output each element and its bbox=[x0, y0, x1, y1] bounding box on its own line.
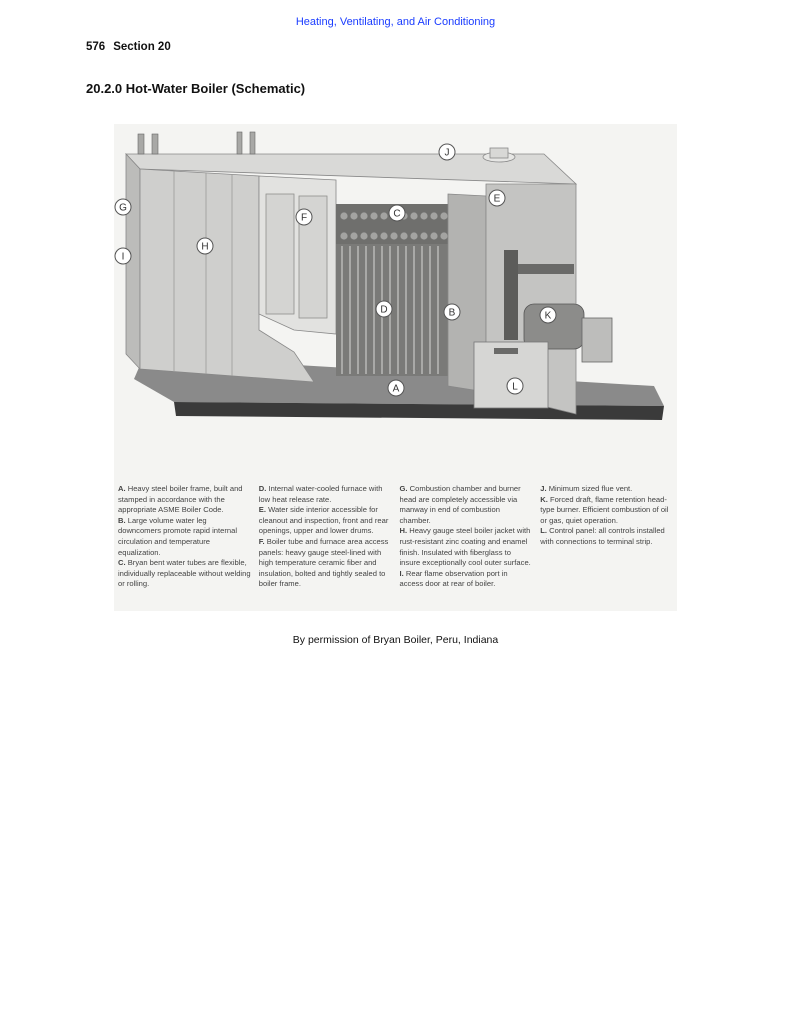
callout-label: K bbox=[544, 310, 552, 322]
legend-column bbox=[118, 484, 251, 610]
legend-item-h: H. Heavy gauge steel boiler jacket with rust-resistant zinc coating and enamel finish. Insulated with fiberglass to insure exceptionally cool outer surface. bbox=[399, 526, 531, 568]
flue-nozzle bbox=[490, 148, 508, 158]
callout-label: B bbox=[448, 307, 456, 319]
callout-label: F bbox=[300, 212, 308, 224]
callout-b bbox=[444, 304, 460, 320]
control-panel-plate bbox=[494, 348, 518, 354]
legend-item-c: C. Bryan bent water tubes are flexible, individually replaceable without welding or rolling. bbox=[118, 558, 251, 589]
running-head: Heating, Ventilating, and Air Conditioning bbox=[295, 16, 496, 28]
boiler-figure bbox=[114, 124, 677, 611]
figure-caption: By permission of Bryan Boiler, Peru, Indiana bbox=[292, 634, 499, 646]
legend-item-d: D. Internal water-cooled furnace with low heat release rate. bbox=[258, 484, 383, 504]
access-panel-door bbox=[266, 194, 294, 314]
callout-c bbox=[389, 205, 405, 221]
legend-item-k: K. Forced draft, flame retention head-type burner. Efficient combustion of oil or gas, quiet operation. bbox=[540, 494, 669, 525]
callout-l bbox=[507, 378, 523, 394]
legend-column bbox=[540, 484, 673, 610]
legend-item-b: B. Large volume water leg downcomers promote rapid internal circulation and temperature equalization. bbox=[118, 515, 238, 557]
callout-i bbox=[115, 248, 131, 264]
gas-train-piping bbox=[518, 264, 574, 274]
legend-item-e: E. Water side interior accessible for cleanout and inspection, front and rear openings, upper and lower drums. bbox=[258, 505, 389, 536]
legend-item-l: L. Control panel: all controls installed with connections to terminal strip. bbox=[540, 526, 665, 546]
callout-f bbox=[296, 209, 312, 225]
gas-train-piping bbox=[504, 250, 518, 340]
section-label: Section 20 bbox=[113, 41, 171, 53]
callout-label: D bbox=[380, 304, 388, 316]
callout-e bbox=[489, 190, 505, 206]
callout-label: C bbox=[393, 208, 401, 220]
legend-item-f: F. Boiler tube and furnace area access panels: heavy gauge steel-lined with high temperature ceramic fiber and insulation, bolted and tightly sealed to boiler frame. bbox=[258, 536, 389, 589]
callout-d bbox=[376, 301, 392, 317]
callout-label: L bbox=[512, 381, 518, 393]
relief-valves bbox=[138, 132, 255, 154]
callout-a bbox=[388, 380, 404, 396]
legend-item-i: I. Rear flame observation port in access door at rear of boiler. bbox=[399, 568, 508, 589]
callout-label: G bbox=[119, 202, 127, 214]
legend-item-j: J. Minimum sized flue vent. bbox=[540, 484, 633, 493]
callout-g bbox=[115, 199, 131, 215]
callout-label: J bbox=[444, 147, 450, 159]
burner-motor bbox=[582, 318, 612, 362]
callout-h bbox=[197, 238, 213, 254]
callout-j bbox=[439, 144, 455, 160]
callout-label: H bbox=[201, 241, 209, 253]
legend-item-g: G. Combustion chamber and burner head are completely accessible via manway in end of combustion chamber. bbox=[399, 484, 521, 525]
section-title: 20.2.0 Hot-Water Boiler (Schematic) bbox=[86, 81, 306, 96]
legend-item-a: A. Heavy steel boiler frame, built and stamped in accordance with the appropriate ASME Boiler Code. bbox=[118, 484, 243, 515]
page-number: 576 bbox=[86, 41, 106, 53]
callout-label: I bbox=[121, 251, 125, 263]
callout-k bbox=[540, 307, 556, 323]
boiler-illustration bbox=[114, 124, 677, 484]
legend-column bbox=[259, 484, 392, 610]
page-folio bbox=[86, 41, 171, 53]
callout-label: E bbox=[493, 193, 501, 205]
figure-legend bbox=[114, 484, 677, 610]
legend-column bbox=[400, 484, 533, 610]
callout-label: A bbox=[392, 383, 400, 395]
